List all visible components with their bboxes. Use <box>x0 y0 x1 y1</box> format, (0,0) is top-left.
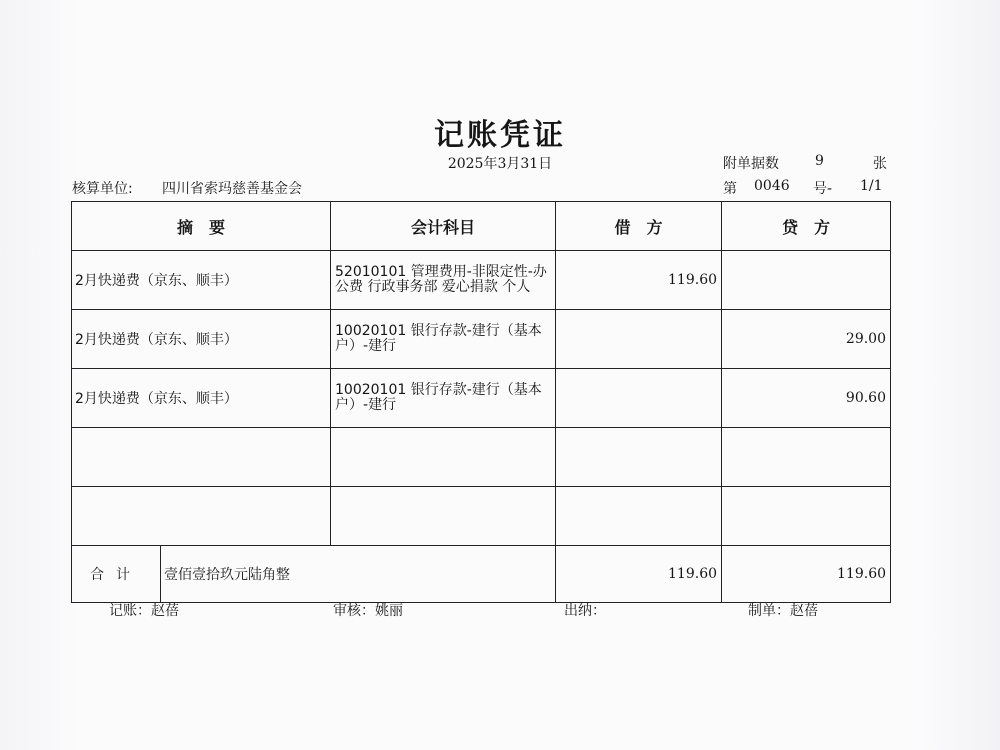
row-credit <box>722 251 891 310</box>
voucher-title: 记账凭证 <box>434 118 566 153</box>
header-account: 会计科目 <box>331 202 556 251</box>
table-row <box>72 369 891 428</box>
table-row <box>72 428 891 487</box>
row-summary: 2月快递费（京东、顺丰） <box>72 251 331 310</box>
total-label: 合计 <box>72 546 161 603</box>
row-account <box>331 487 556 546</box>
attachments-label: 附单据数 <box>723 156 779 172</box>
row-credit <box>722 487 891 546</box>
row-credit: 29.00 <box>722 310 891 369</box>
row-account: 52010101 管理费用-非限定性-办公费 行政事务部 爱心捐款 个人 <box>331 251 556 310</box>
row-account: 10020101 银行存款-建行（基本户）-建行 <box>331 369 556 428</box>
row-credit: 90.60 <box>722 369 891 428</box>
row-credit <box>722 428 891 487</box>
attachments-unit: 张 <box>873 156 887 172</box>
row-debit <box>556 369 722 428</box>
total-debit: 119.60 <box>556 546 722 603</box>
row-summary: 2月快递费（京东、顺丰） <box>72 369 331 428</box>
cashier-signature: 出纳： <box>564 603 606 619</box>
table-row <box>72 310 891 369</box>
total-row <box>72 546 891 603</box>
header-debit: 借 方 <box>556 202 722 251</box>
table-row <box>72 487 891 546</box>
unit-name: 四川省索玛慈善基金会 <box>162 181 302 197</box>
reviewer-signature: 审核：姚丽 <box>333 603 403 619</box>
page-number: 1/1 <box>860 178 883 194</box>
voucher-no-label: 第 <box>723 181 737 197</box>
row-summary: 2月快递费（京东、顺丰） <box>72 310 331 369</box>
voucher-date: 2025年3月31日 <box>447 156 553 172</box>
bookkeeper-signature: 记账：赵蓓 <box>109 603 179 619</box>
preparer-signature: 制单：赵蓓 <box>748 603 818 619</box>
header-credit: 贷 方 <box>722 202 891 251</box>
table-row <box>72 251 891 310</box>
row-debit: 119.60 <box>556 251 722 310</box>
unit-label: 核算单位: <box>72 181 133 197</box>
row-account <box>331 428 556 487</box>
voucher-table <box>71 201 891 603</box>
header-summary: 摘 要 <box>72 202 331 251</box>
total-credit: 119.60 <box>722 546 891 603</box>
voucher-no: 0046 <box>754 178 790 194</box>
row-debit <box>556 487 722 546</box>
row-summary <box>72 487 331 546</box>
attachments-count: 9 <box>815 153 824 169</box>
voucher-no-suffix: 号- <box>813 181 833 197</box>
row-account: 10020101 银行存款-建行（基本户）-建行 <box>331 310 556 369</box>
row-debit <box>556 428 722 487</box>
row-debit <box>556 310 722 369</box>
total-in-words: 壹佰壹拾玖元陆角整 <box>161 546 556 603</box>
row-summary <box>72 428 331 487</box>
